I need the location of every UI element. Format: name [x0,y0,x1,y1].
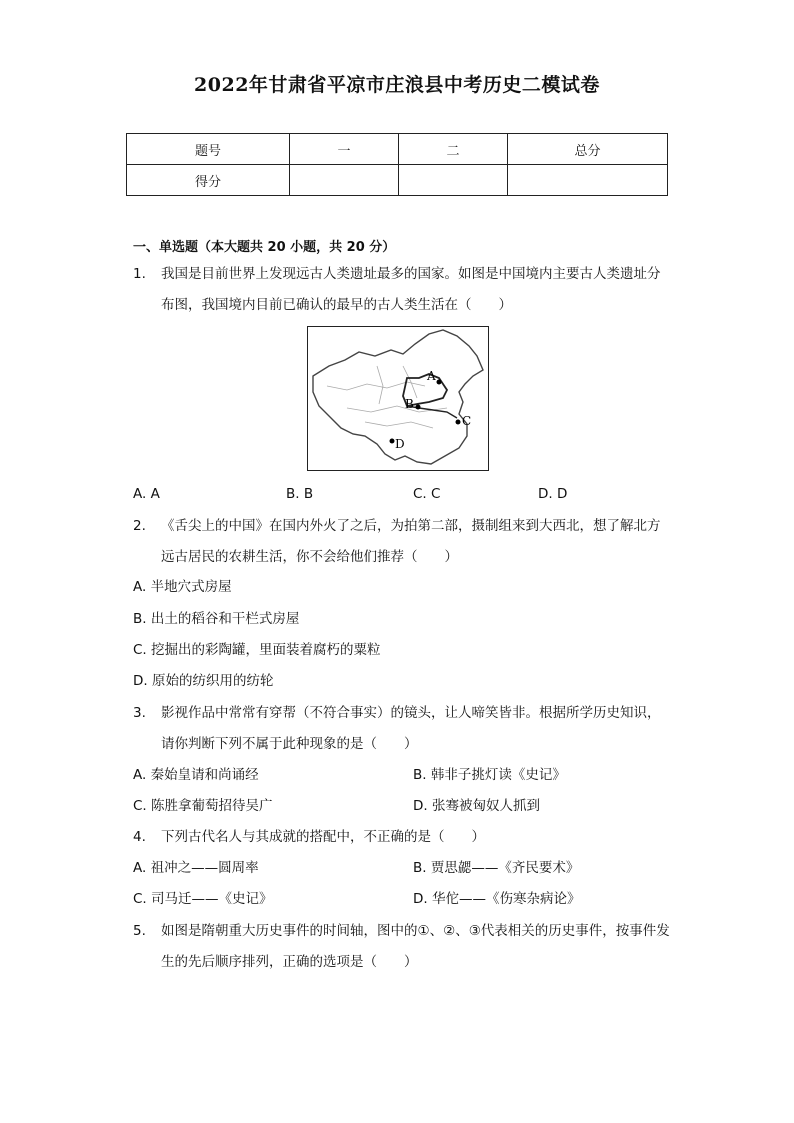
question-number: 5. [133,923,146,939]
map-label-b: B [405,397,414,411]
table-row [127,165,668,196]
table-row [127,134,668,165]
option-a[interactable]: A. 秦始皇请和尚诵经 [133,767,259,783]
option-b[interactable]: B. 出土的稻谷和干栏式房屋 [133,611,300,627]
table-header-cell: 题号 [127,134,290,165]
option-b[interactable]: B. 贾思勰——《齐民要术》 [413,860,580,876]
score-table [126,133,668,196]
question-3 [133,698,673,760]
score-cell[interactable] [399,165,508,196]
map-label-c: C [462,414,472,428]
question-number: 1. [133,266,146,282]
option-b[interactable]: B. B [286,486,314,502]
option-c[interactable]: C. 陈胜拿葡萄招待吴广 [133,798,273,814]
question-5 [133,916,673,978]
table-row-label: 得分 [127,165,290,196]
map-label-a: A [427,369,436,383]
question-number: 3. [133,705,146,721]
question-text: 影视作品中常常有穿帮（不符合事实）的镜头，让人啼笑皆非。根据所学历史知识，请你判断下列不属于此种现象的是（ ） [161,705,661,752]
china-map-figure [307,326,489,471]
option-d[interactable]: D. 原始的纺织用的纺轮 [133,673,274,689]
section-heading: 一、单选题（本大题共 20 小题，共 20 分） [133,240,396,255]
question-text: 我国是目前世界上发现远古人类遗址最多的国家。如图是中国境内主要古人类遗址分布图，我国境内目前已确认的最早的古人类生活在（ ） [161,266,661,313]
question-4 [133,822,673,853]
table-header-cell: 总分 [508,134,668,165]
score-cell[interactable] [508,165,668,196]
option-c[interactable]: C. 挖掘出的彩陶罐，里面装着腐朽的粟粒 [133,642,381,658]
option-d[interactable]: D. 华佗——《伤寒杂病论》 [413,891,581,907]
map-label-d: D [395,437,405,451]
option-a[interactable]: A. A [133,486,160,502]
question-number: 4. [133,829,146,845]
question-text: 《舌尖上的中国》在国内外火了之后，为拍第二部，摄制组来到大西北，想了解北方远古居民的农耕生活，你不会给他们推荐（ ） [161,518,661,565]
option-d[interactable]: D. 张骞被匈奴人抓到 [413,798,540,814]
question-text: 下列古代名人与其成就的搭配中，不正确的是（ ） [161,829,485,845]
question-text: 如图是隋朝重大历史事件的时间轴，图中的①、②、③代表相关的历史事件，按事件发生的先后顺序排列，正确的选项是（ ） [161,923,670,970]
option-c[interactable]: C. 司马迁——《史记》 [133,891,273,907]
option-c[interactable]: C. C [413,486,441,502]
question-2 [133,511,673,573]
table-header-cell: 二 [399,134,508,165]
table-header-cell: 一 [290,134,399,165]
page-title: 2022年甘肃省平凉市庄浪县中考历史二模试卷 [194,74,600,96]
option-a[interactable]: A. 祖冲之——圆周率 [133,860,259,876]
option-a[interactable]: A. 半地穴式房屋 [133,579,232,595]
question-number: 2. [133,518,146,534]
question-1 [133,259,673,321]
option-d[interactable]: D. D [538,486,568,502]
score-cell[interactable] [290,165,399,196]
option-b[interactable]: B. 韩非子挑灯读《史记》 [413,767,566,783]
